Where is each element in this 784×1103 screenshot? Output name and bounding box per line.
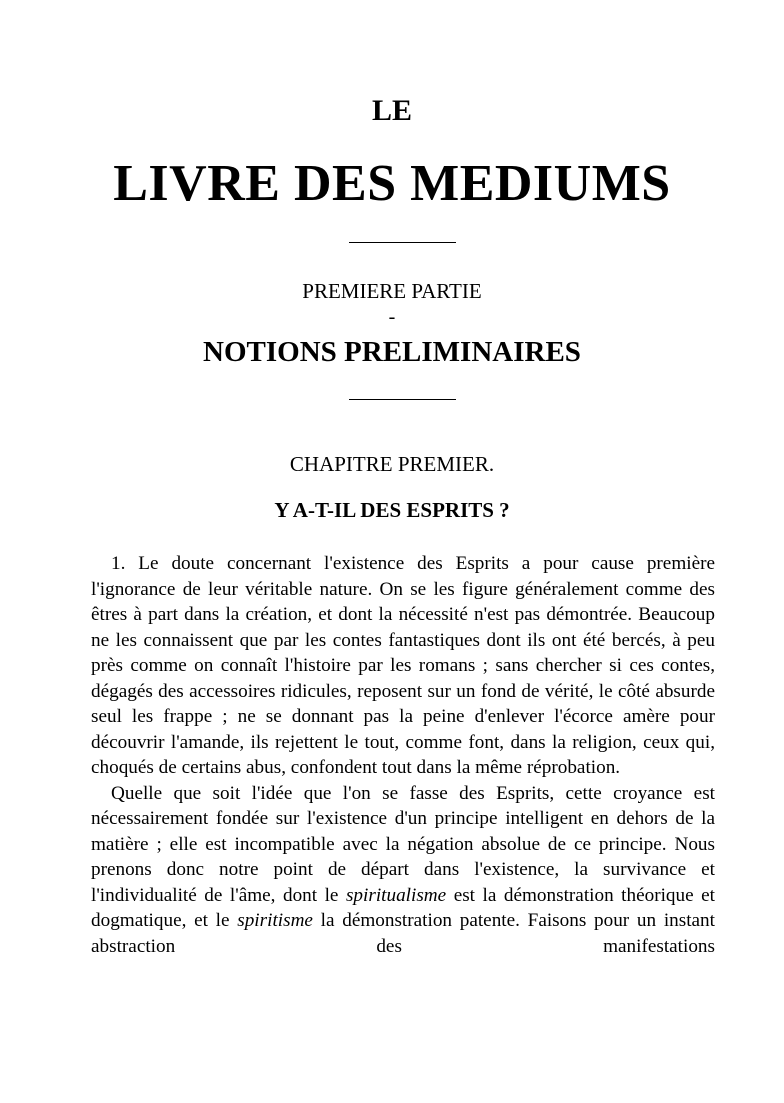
term-spiritualisme: spiritualisme	[345, 884, 447, 906]
paragraph-2-text-a: Quelle que soit l'idée que l'on se fasse des Esprits, cette croyance est nécessairement fondée sur l'existence d'un principe intelligent en dehors de la matière ; elle est incompatible avec la négation absolue de ce principe. Nous prenons donc notre point de départ dans l'existence, la survivance et l'individualité de l'âme, dont le	[91, 782, 715, 906]
paragraph-2	[91, 781, 715, 960]
chapter-label: CHAPITRE PREMIER.	[289, 452, 495, 476]
paragraph-1: 1. Le doute concernant l'existence des Esprits a pour cause première l'ignorance de leur véritable nature. On se les figure généralement comme des êtres à part dans la création, et dont la nécessité n'est pas démontrée. Beaucoup ne les connaissent que par les contes fantastiques dont ils ont été bercés, à peu près comme on connaît l'histoire par les romans ; sans chercher si ces contes, dégagés des accessoires ridicules, reposent sur un fond de vérité, le côté absurde seul les frappe ; ne se donnant pas la peine d'enlever l'écorce amère pour découvrir l'amande, ils rejettent le tout, comme font, dans la religion, ceux qui, choqués de certains abus, confondent tout dans la même réprobation.	[91, 553, 715, 778]
term-spiritisme: spiritisme	[237, 910, 313, 931]
title-divider	[349, 242, 456, 243]
part-divider	[349, 399, 456, 400]
book-title: LIVRE DES MEDIUMS	[113, 155, 671, 212]
part-label: PREMIERE PARTIE	[302, 279, 482, 303]
part-separator: -	[388, 306, 396, 328]
chapter-body	[91, 551, 715, 959]
chapter-title: Y A-T-IL DES ESPRITS ?	[274, 498, 510, 522]
part-title: NOTIONS PRELIMINAIRES	[203, 336, 581, 368]
paragraph-2-text-c: la démonstration patente. Faisons pour un instant abstraction des manifestations	[91, 910, 715, 957]
paragraph-2-text-b: est la démonstration théorique et dogmatique, et le	[91, 884, 716, 931]
book-title-article: LE	[371, 94, 413, 127]
